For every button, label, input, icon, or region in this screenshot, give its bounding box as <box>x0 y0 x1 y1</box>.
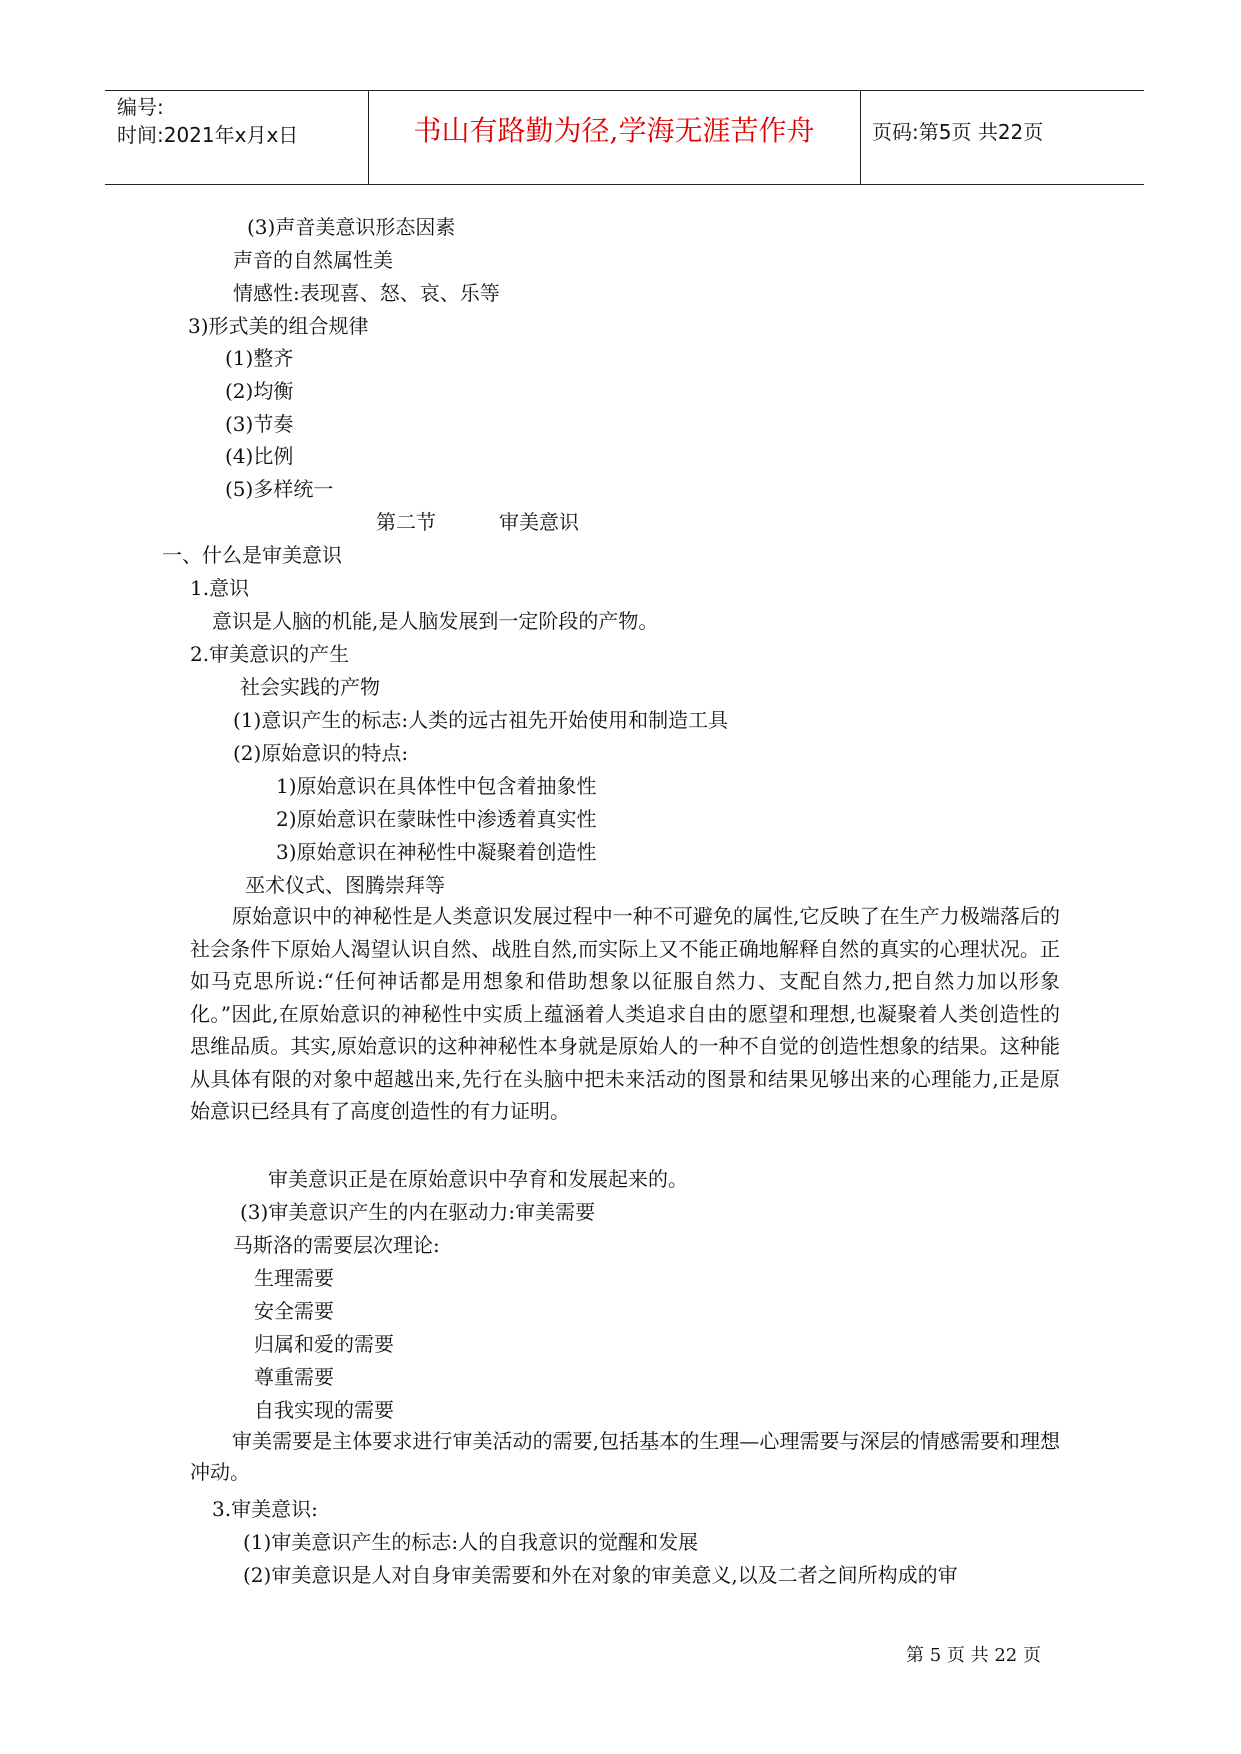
text-line: 尊重需要 <box>254 1365 334 1389</box>
header-divider <box>368 91 369 184</box>
text-line: 归属和爱的需要 <box>254 1332 394 1356</box>
text-line: 2)原始意识在蒙昧性中渗透着真实性 <box>276 807 597 831</box>
header-page-label: 页码:第5页 共22页 <box>872 120 1044 144</box>
text-line: (1)意识产生的标志:人类的远古祖先开始使用和制造工具 <box>233 708 729 732</box>
text-line: 巫术仪式、图腾崇拜等 <box>245 873 445 897</box>
header-meta <box>117 93 367 149</box>
text-line: (2)审美意识是人对自身审美需要和外在对象的审美意义,以及二者之间所构成的审 <box>243 1563 958 1587</box>
text-line: (3)声音美意识形态因素 <box>247 215 456 239</box>
page-footer: 第 5 页 共 22 页 <box>906 1645 1041 1666</box>
text-line: 意识是人脑的机能,是人脑发展到一定阶段的产物。 <box>212 609 659 633</box>
body-paragraph: 原始意识中的神秘性是人类意识发展过程中一种不可避免的属性,它反映了在生产力极端落后的社会条件下原始人渴望认识自然、战胜自然,而实际上又不能正确地解释自然的真实的心理状况。正如马克思所说:“任何神话都是用想象和借助想象以征服自然力、支配自然力,把自然力加以形象化。”因此,在原始意识的神秘性中实质上蕴涵着人类追求自由的愿望和理想,也凝聚着人类创造性的思维品质。其实,原始意识的这种神秘性本身就是原始人的一种不自觉的创造性想象的结果。这种能从具体有限的对象中超越出来,先行在头脑中把未来活动的图景和结果见够出来的心理能力,正是原始意识已经具有了高度创造性的有力证明。 <box>190 904 1060 1123</box>
section-heading: 第二节 <box>376 510 436 534</box>
text-line: (3)审美意识产生的内在驱动力:审美需要 <box>240 1200 596 1224</box>
text-line: 3.审美意识: <box>212 1497 318 1521</box>
text-line: 声音的自然属性美 <box>233 248 393 272</box>
body-paragraph: 审美需要是主体要求进行审美活动的需要,包括基本的生理—心理需要与深层的情感需要和理想冲动。 <box>190 1429 1060 1484</box>
text-line: 1.意识 <box>190 576 250 600</box>
text-line: 1)原始意识在具体性中包含着抽象性 <box>276 774 597 798</box>
text-line: (1)整齐 <box>225 346 294 370</box>
page-header <box>105 90 1144 185</box>
text-line: 3)原始意识在神秘性中凝聚着创造性 <box>276 840 597 864</box>
header-motto: 书山有路勤为径,学海无涯苦作舟 <box>413 114 815 147</box>
text-line: (3)节奏 <box>225 412 294 436</box>
text-line: 安全需要 <box>254 1299 334 1323</box>
time-label: 时间:2021年x月x日 <box>117 123 299 147</box>
section-heading: 审美意识 <box>499 510 579 534</box>
text-line: 一、什么是审美意识 <box>162 543 342 567</box>
text-line: (2)原始意识的特点: <box>233 741 409 765</box>
text-line: (5)多样统一 <box>225 477 334 501</box>
text-line: (1)审美意识产生的标志:人的自我意识的觉醒和发展 <box>243 1530 699 1554</box>
text-line: (2)均衡 <box>225 379 294 403</box>
text-line: 2.审美意识的产生 <box>190 642 350 666</box>
header-divider <box>860 91 861 184</box>
text-line: 审美意识正是在原始意识中孕育和发展起来的。 <box>268 1167 688 1191</box>
text-line: 情感性:表现喜、怒、哀、乐等 <box>233 281 500 305</box>
text-line: 社会实践的产物 <box>240 675 380 699</box>
text-line: 马斯洛的需要层次理论: <box>233 1233 440 1257</box>
text-line: 生理需要 <box>254 1266 334 1290</box>
text-line: 自我实现的需要 <box>254 1398 394 1422</box>
text-line: (4)比例 <box>225 444 294 468</box>
text-line: 3)形式美的组合规律 <box>188 314 369 338</box>
number-label: 编号: <box>117 95 164 119</box>
